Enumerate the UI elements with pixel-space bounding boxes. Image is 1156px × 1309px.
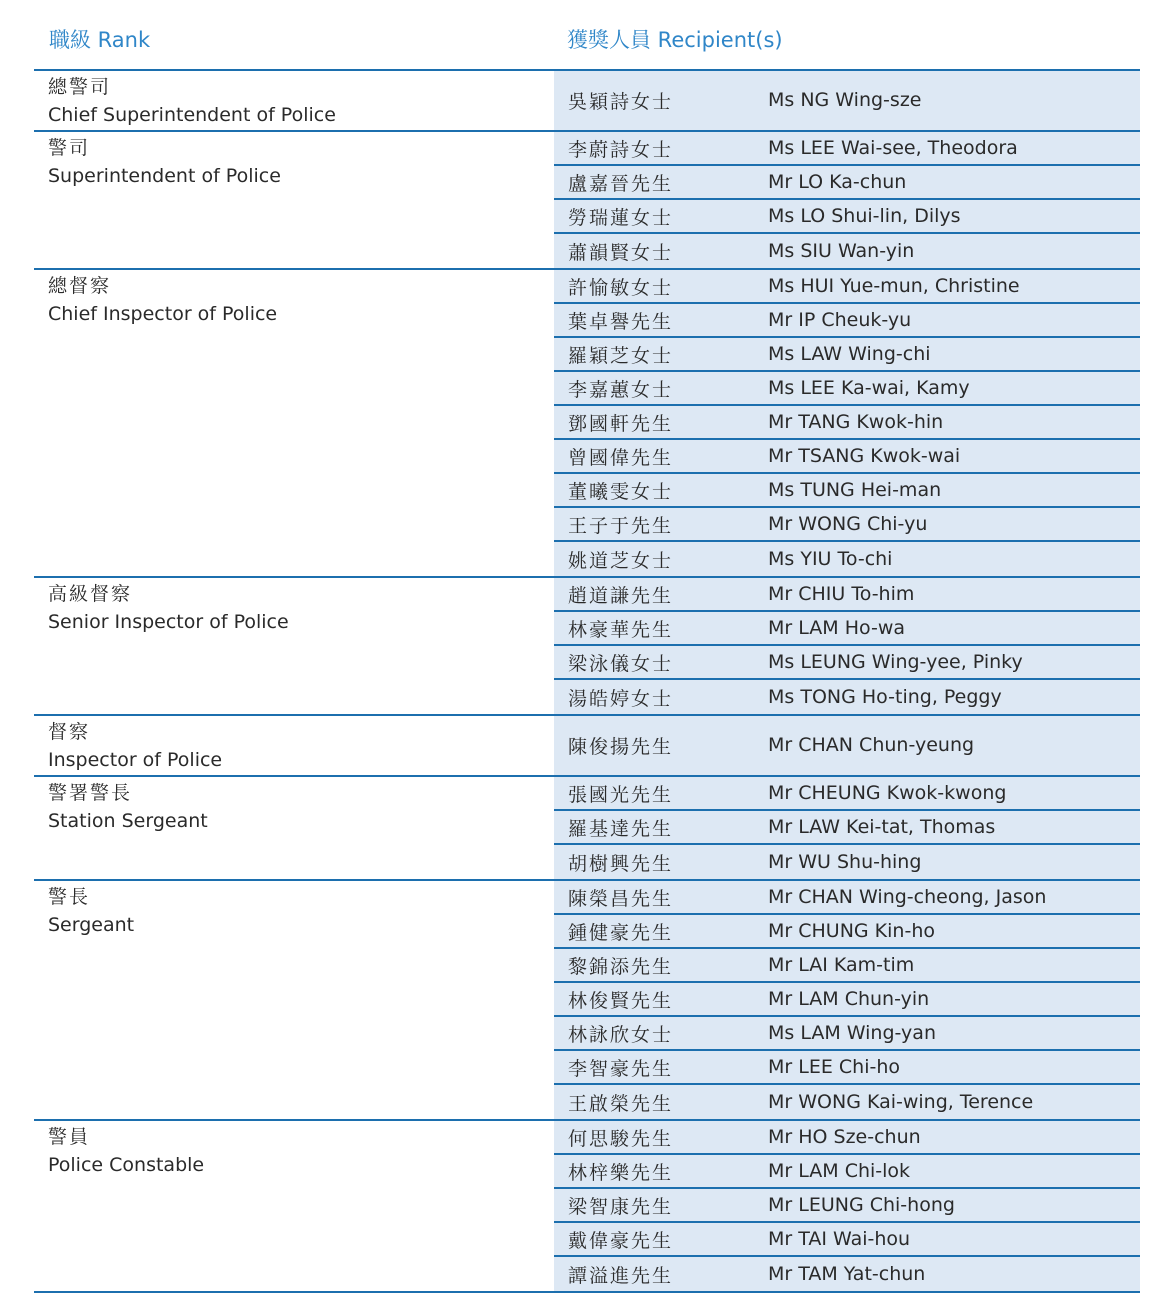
recipient-english-name: Mr WU Shu-hing	[768, 851, 922, 873]
recipient-chinese-name: 王子于先生	[568, 514, 674, 537]
recipient-list	[554, 881, 1140, 1119]
recipient-chinese-name: 林俊賢先生	[568, 989, 674, 1012]
recipient-english-name: Mr LEUNG Chi-hong	[768, 1194, 955, 1216]
recipient-chinese-name: 許愉敏女士	[568, 276, 674, 299]
recipient-english-name: Mr CHAN Wing-cheong, Jason	[768, 886, 1047, 908]
rank-cell	[34, 1121, 554, 1291]
recipient-row	[554, 612, 1140, 646]
rank-chinese: 警長	[48, 886, 91, 908]
recipient-list	[554, 1121, 1140, 1291]
rank-cell	[34, 270, 554, 576]
recipient-english-name: Ms LEUNG Wing-yee, Pinky	[768, 651, 1023, 673]
recipient-row	[554, 983, 1140, 1017]
recipient-chinese-name: 湯皓婷女士	[568, 687, 674, 710]
recipient-chinese-name: 趙道謙先生	[568, 584, 674, 607]
recipient-row	[554, 915, 1140, 949]
rank-chinese: 警司	[48, 137, 91, 159]
rank-chinese: 高級督察	[48, 583, 133, 605]
rank-group	[34, 1121, 1140, 1293]
recipient-english-name: Mr TANG Kwok-hin	[768, 411, 944, 433]
recipient-list	[554, 71, 1140, 130]
recipient-row	[554, 542, 1140, 576]
recipient-chinese-name: 梁泳儀女士	[568, 652, 674, 675]
rank-chinese: 督察	[48, 721, 91, 743]
rank-english: Sergeant	[48, 914, 135, 936]
rank-column-header: 職級 Rank	[49, 28, 151, 52]
recipient-english-name: Mr LO Ka-chun	[768, 171, 907, 193]
recipient-english-name: Mr LEE Chi-ho	[768, 1056, 900, 1078]
rank-english: Police Constable	[48, 1154, 205, 1176]
recipient-english-name: Ms TUNG Hei-man	[768, 479, 942, 501]
recipient-chinese-name: 張國光先生	[568, 783, 674, 806]
rank-group	[34, 132, 1140, 270]
recipient-row	[554, 881, 1140, 915]
recipient-list	[554, 132, 1140, 268]
rank-english: Senior Inspector of Police	[48, 611, 289, 633]
recipient-english-name: Ms LEE Ka-wai, Kamy	[768, 377, 970, 399]
recipient-row	[554, 1155, 1140, 1189]
recipient-row	[554, 406, 1140, 440]
recipient-row	[554, 811, 1140, 845]
rank-cell	[34, 71, 554, 130]
recipient-row	[554, 234, 1140, 268]
rank-group	[34, 71, 1140, 132]
recipient-english-name: Ms TONG Ho-ting, Peggy	[768, 686, 1002, 708]
recipient-chinese-name: 姚道芝女士	[568, 549, 674, 572]
recipient-row	[554, 474, 1140, 508]
recipient-english-name: Mr WONG Chi-yu	[768, 513, 928, 535]
rank-cell	[34, 777, 554, 879]
recipient-row	[554, 304, 1140, 338]
rank-group	[34, 881, 1140, 1121]
recipient-chinese-name: 葉卓譽先生	[568, 310, 674, 333]
recipient-chinese-name: 何思駿先生	[568, 1127, 674, 1150]
recipient-list	[554, 716, 1140, 775]
recipient-chinese-name: 林詠欣女士	[568, 1023, 674, 1046]
recipient-chinese-name: 羅穎芝女士	[568, 344, 674, 367]
awards-table	[34, 71, 1140, 1293]
recipient-chinese-name: 黎錦添先生	[568, 955, 674, 978]
recipient-row	[554, 1017, 1140, 1051]
recipient-row	[554, 1189, 1140, 1223]
recipient-english-name: Ms LAW Wing-chi	[768, 343, 931, 365]
recipient-row	[554, 680, 1140, 714]
recipient-chinese-name: 胡樹興先生	[568, 852, 674, 875]
recipient-row	[554, 1051, 1140, 1085]
rank-english: Station Sergeant	[48, 810, 208, 832]
recipient-chinese-name: 李蔚詩女士	[568, 138, 674, 161]
rank-group	[34, 270, 1140, 578]
recipient-chinese-name: 勞瑞蓮女士	[568, 206, 674, 229]
recipient-english-name: Mr CHAN Chun-yeung	[768, 734, 975, 756]
recipient-chinese-name: 曾國偉先生	[568, 446, 674, 469]
rank-english: Chief Superintendent of Police	[48, 104, 336, 126]
recipient-row	[554, 1085, 1140, 1119]
recipient-row	[554, 578, 1140, 612]
recipient-chinese-name: 李嘉蕙女士	[568, 378, 674, 401]
recipient-english-name: Mr CHUNG Kin-ho	[768, 920, 935, 942]
rank-cell	[34, 881, 554, 1119]
recipient-row	[554, 646, 1140, 680]
recipient-row	[554, 132, 1140, 166]
recipient-english-name: Mr LAM Ho-wa	[768, 617, 905, 639]
recipient-row	[554, 949, 1140, 983]
recipient-row	[554, 1223, 1140, 1257]
recipient-english-name: Ms LAM Wing-yan	[768, 1022, 936, 1044]
recipient-chinese-name: 陳榮昌先生	[568, 887, 674, 910]
recipient-column-header: 獲獎人員 Recipient(s)	[567, 28, 783, 52]
rank-chinese: 總督察	[48, 275, 112, 297]
recipient-chinese-name: 王啟榮先生	[568, 1092, 674, 1115]
recipient-english-name: Mr CHIU To-him	[768, 583, 915, 605]
recipient-english-name: Ms LEE Wai-see, Theodora	[768, 137, 1018, 159]
recipient-row	[554, 1121, 1140, 1155]
rank-english: Chief Inspector of Police	[48, 303, 278, 325]
recipient-english-name: Mr LAM Chun-yin	[768, 988, 930, 1010]
recipient-english-name: Mr TSANG Kwok-wai	[768, 445, 961, 467]
rank-chinese: 總警司	[48, 76, 112, 98]
recipient-chinese-name: 羅基達先生	[568, 817, 674, 840]
recipient-list	[554, 270, 1140, 576]
recipient-english-name: Mr CHEUNG Kwok-kwong	[768, 782, 1007, 804]
recipient-row	[554, 845, 1140, 879]
recipient-english-name: Mr IP Cheuk-yu	[768, 309, 912, 331]
recipient-chinese-name: 鄧國軒先生	[568, 412, 674, 435]
recipient-chinese-name: 譚溢進先生	[568, 1264, 674, 1287]
recipient-english-name: Mr TAM Yat-chun	[768, 1263, 926, 1285]
recipient-row	[554, 338, 1140, 372]
recipient-english-name: Mr LAW Kei-tat, Thomas	[768, 816, 996, 838]
rank-chinese: 警署警長	[48, 782, 133, 804]
table-header	[0, 24, 1156, 58]
rank-english: Superintendent of Police	[48, 165, 281, 187]
recipient-english-name: Mr LAI Kam-tim	[768, 954, 915, 976]
recipient-row	[554, 270, 1140, 304]
recipient-chinese-name: 李智豪先生	[568, 1057, 674, 1080]
rank-group	[34, 578, 1140, 716]
recipient-row	[554, 200, 1140, 234]
recipient-list	[554, 578, 1140, 714]
recipient-english-name: Ms NG Wing-sze	[768, 89, 922, 111]
recipient-english-name: Ms LO Shui-lin, Dilys	[768, 205, 961, 227]
recipient-english-name: Mr WONG Kai-wing, Terence	[768, 1091, 1034, 1113]
rank-english: Inspector of Police	[48, 749, 223, 771]
recipient-row	[554, 716, 1140, 774]
recipient-chinese-name: 吳穎詩女士	[568, 90, 674, 113]
rank-cell	[34, 132, 554, 268]
recipient-row	[554, 508, 1140, 542]
recipient-chinese-name: 梁智康先生	[568, 1195, 674, 1218]
rank-cell	[34, 716, 554, 775]
recipient-chinese-name: 董曦雯女士	[568, 480, 674, 503]
recipient-english-name: Mr HO Sze-chun	[768, 1126, 921, 1148]
recipient-row	[554, 71, 1140, 129]
rank-chinese: 警員	[48, 1126, 91, 1148]
recipient-chinese-name: 戴偉豪先生	[568, 1229, 674, 1252]
recipient-row	[554, 440, 1140, 474]
recipient-chinese-name: 蕭韻賢女士	[568, 241, 674, 264]
recipient-row	[554, 372, 1140, 406]
recipient-english-name: Mr LAM Chi-lok	[768, 1160, 911, 1182]
recipient-row	[554, 777, 1140, 811]
recipient-row	[554, 1257, 1140, 1291]
recipient-row	[554, 166, 1140, 200]
rank-group	[34, 777, 1140, 881]
recipient-list	[554, 777, 1140, 879]
recipient-chinese-name: 鍾健豪先生	[568, 921, 674, 944]
recipient-chinese-name: 林梓樂先生	[568, 1161, 674, 1184]
recipient-chinese-name: 盧嘉晉先生	[568, 172, 674, 195]
rank-cell	[34, 578, 554, 714]
recipient-english-name: Ms SIU Wan-yin	[768, 240, 915, 262]
recipient-chinese-name: 陳俊揚先生	[568, 735, 674, 758]
recipient-english-name: Ms YIU To-chi	[768, 548, 893, 570]
recipient-english-name: Ms HUI Yue-mun, Christine	[768, 275, 1020, 297]
recipient-english-name: Mr TAI Wai-hou	[768, 1228, 911, 1250]
recipient-chinese-name: 林豪華先生	[568, 618, 674, 641]
rank-group	[34, 716, 1140, 777]
